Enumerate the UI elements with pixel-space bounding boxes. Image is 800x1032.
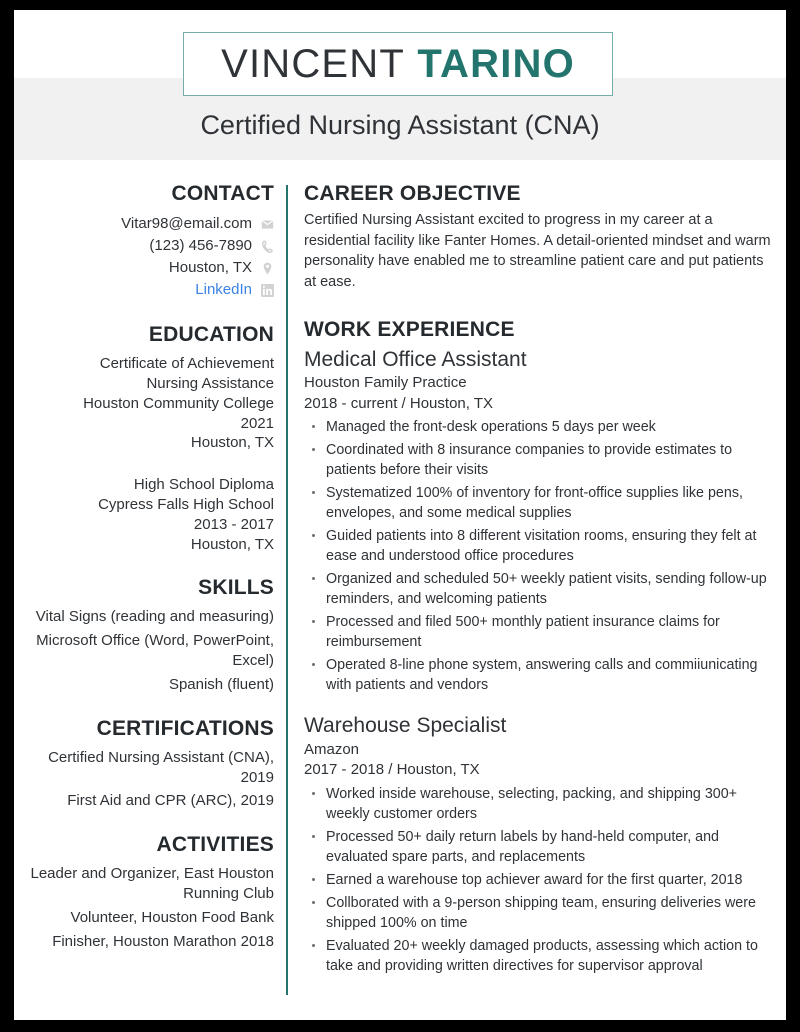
work-experience-heading: WORK EXPERIENCE	[304, 318, 515, 342]
job-bullet: Organized and scheduled 50+ weekly patient visits, sending follow-up reminders, and welcoming patients	[304, 569, 772, 609]
resume-page	[14, 10, 786, 1020]
skill-item: Vital Signs (reading and measuring)	[35, 608, 274, 626]
main-content	[304, 182, 772, 994]
first-name: VINCENT	[221, 42, 406, 86]
job-bullet: Collborated with a 9-person shipping team, ensuring deliveries were shipped 100% on time	[304, 893, 772, 933]
job-company: Amazon	[304, 740, 360, 758]
certifications-section	[30, 717, 274, 811]
job-bullet: Managed the front-desk operations 5 days per week	[304, 417, 772, 437]
education-line: Houston, TX	[190, 434, 274, 452]
sidebar	[30, 182, 274, 951]
certification-item: Certified Nursing Assistant (CNA), 2019	[48, 748, 274, 786]
contact-heading: CONTACT	[171, 182, 274, 205]
map-pin-icon	[261, 262, 274, 275]
job-dates-location: 2018 - current / Houston, TX	[304, 394, 493, 412]
contact-section	[30, 182, 274, 301]
activities-heading: ACTIVITIES	[156, 833, 274, 857]
activity-item: Finisher, Houston Marathon 2018	[52, 932, 274, 950]
linkedin-link[interactable]: LinkedIn	[195, 281, 252, 299]
education-line: 2021	[240, 414, 274, 432]
location-value: Houston, TX	[168, 259, 252, 277]
job-subtitle: Certified Nursing Assistant (CNA)	[200, 110, 600, 140]
career-objective-heading: CAREER OBJECTIVE	[304, 182, 521, 205]
activity-item: Leader and Organizer, East Houston Running Club	[30, 865, 274, 903]
phone-value: (123) 456-7890	[149, 237, 252, 255]
column-divider	[286, 185, 288, 995]
activities-section	[30, 833, 274, 951]
education-entry	[30, 354, 274, 453]
job-bullet: Operated 8-line phone system, answering calls and commiiunicating with patients and vendors	[304, 655, 772, 695]
job-bullet: Worked inside warehouse, selecting, packing, and shipping 300+ weekly customer orders	[304, 784, 772, 824]
contact-list	[30, 213, 274, 301]
skill-item: Microsoft Office (Word, PowerPoint, Excel)	[36, 632, 274, 670]
education-line: Certificate of Achievement	[99, 355, 274, 373]
contact-row-location	[30, 257, 274, 279]
education-heading: EDUCATION	[148, 323, 274, 347]
job-bullets	[304, 784, 772, 976]
education-line: Cypress Falls High School	[98, 495, 274, 513]
skill-item: Spanish (fluent)	[168, 675, 274, 693]
job-entry	[304, 347, 772, 696]
full-name	[221, 44, 575, 84]
career-objective-section	[304, 182, 772, 292]
job-bullet: Coordinated with 8 insurance companies to provide estimates to patients before their visits	[304, 440, 772, 480]
work-experience-section	[304, 318, 772, 976]
name-box	[183, 32, 613, 96]
contact-row-phone	[30, 235, 274, 257]
job-bullet: Earned a warehouse top achiever award for the first quarter, 2018	[304, 870, 772, 890]
envelope-icon	[261, 218, 274, 231]
education-section	[30, 323, 274, 554]
last-name: TARINO	[417, 42, 575, 86]
education-line: Houston, TX	[190, 535, 274, 553]
education-line: High School Diploma	[133, 476, 274, 494]
job-bullet: Processed 50+ daily return labels by hand-held computer, and evaluated spare parts, and replacements	[304, 827, 772, 867]
job-bullet: Evaluated 20+ weekly damaged products, assessing which action to take and providing written directives for supervisor approval	[304, 936, 772, 976]
spacer	[30, 467, 274, 475]
certifications-heading: CERTIFICATIONS	[96, 716, 274, 740]
job-dates-location: 2017 - 2018 / Houston, TX	[304, 761, 480, 779]
education-line: 2013 - 2017	[193, 515, 274, 533]
education-line: Houston Community College	[83, 394, 274, 412]
job-title: Warehouse Specialist	[304, 714, 507, 738]
job-entry	[304, 713, 772, 976]
certification-item: First Aid and CPR (ARC), 2019	[67, 792, 274, 810]
job-title: Medical Office Assistant	[304, 347, 527, 371]
email-value: Vitar98@email.com	[121, 215, 252, 233]
contact-row-email	[30, 213, 274, 235]
skills-section	[30, 576, 274, 694]
contact-row-linkedin[interactable]	[30, 279, 274, 301]
job-bullet: Guided patients into 8 different visitation rooms, ensuring they felt at ease and understood office procedures	[304, 526, 772, 566]
phone-icon	[261, 240, 274, 253]
education-line: Nursing Assistance	[146, 374, 274, 392]
skills-heading: SKILLS	[198, 576, 274, 600]
job-company: Houston Family Practice	[304, 374, 467, 392]
job-bullet: Processed and filed 500+ monthly patient insurance claims for reimbursement	[304, 612, 772, 652]
linkedin-icon[interactable]	[261, 284, 274, 297]
job-bullet: Systematized 100% of inventory for front-office supplies like pens, envelopes, and some medical supplies	[304, 483, 772, 523]
activity-item: Volunteer, Houston Food Bank	[70, 908, 274, 926]
education-entry	[30, 475, 274, 554]
career-objective-body: Certified Nursing Assistant excited to progress in my career at a residential facility like Fanter Homes. A detail-oriented mindset and warm personality have enabled me to streamline patient care and put patients at ease.	[304, 212, 771, 290]
job-bullets	[304, 417, 772, 695]
